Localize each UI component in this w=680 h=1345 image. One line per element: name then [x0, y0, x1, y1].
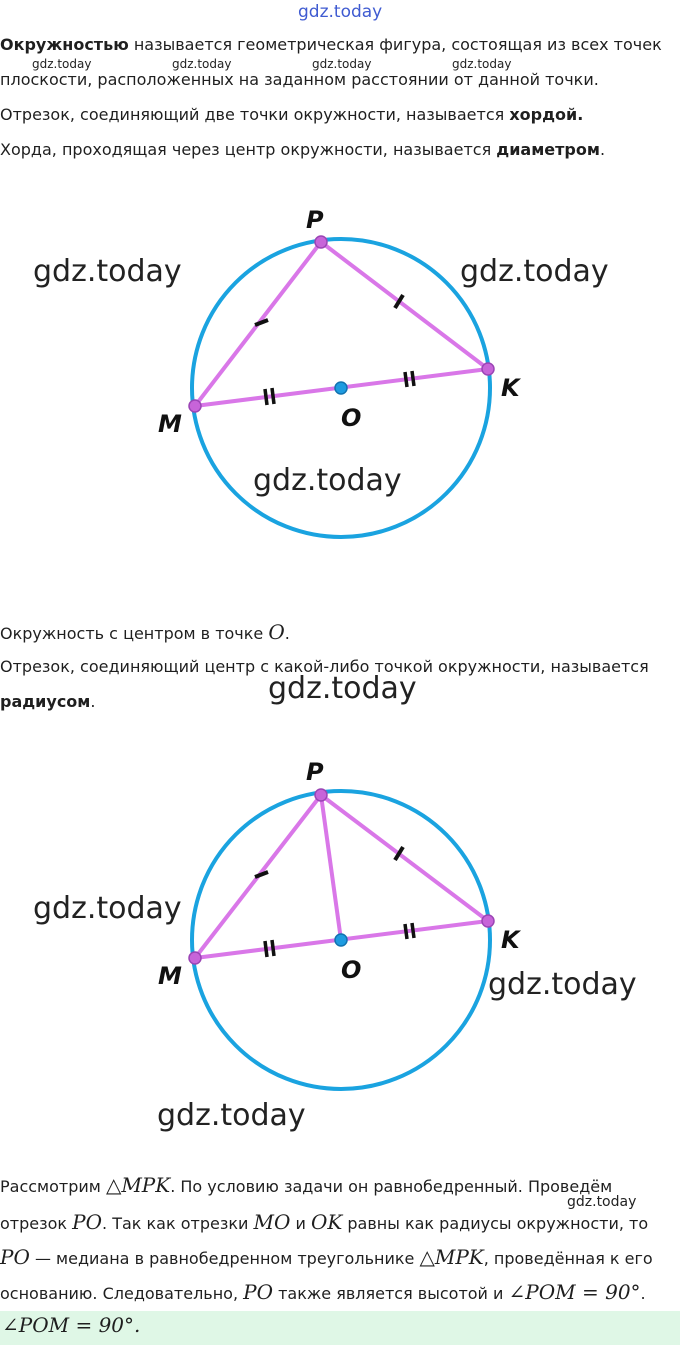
answer-box — [0, 1311, 680, 1345]
label-p: P — [306, 206, 324, 234]
tick-mo-1 — [265, 941, 267, 957]
circle-center-text: Окружность с центром в точке O. — [0, 620, 290, 644]
tick-ok-1 — [405, 372, 407, 387]
definition-circle: Окружностью называется геометрическая фигура, состоящая из всех точек — [0, 35, 662, 54]
label-m: M — [158, 410, 182, 438]
segment-pk — [321, 795, 488, 921]
label-p: P — [306, 758, 324, 786]
solution-line-1: Рассмотрим △MPK. По условию задачи он равнобедренный. Проведём — [0, 1173, 613, 1197]
label-k: K — [501, 926, 520, 954]
watermark-large: gdz.today — [460, 254, 609, 289]
answer-text: ∠POM = 90°. — [2, 1313, 141, 1337]
definition-diameter: Хорда, проходящая через центр окружности, называется диаметром. — [0, 140, 606, 159]
watermark-small: gdz.today — [312, 57, 372, 71]
point-m — [189, 952, 201, 964]
tick-ok-2 — [412, 923, 414, 938]
point-o — [335, 934, 347, 946]
solution-line-2: отрезок PO. Так как отрезки MO и OK равны как радиусы окружности, то — [0, 1210, 649, 1234]
tick-mo-1 — [265, 389, 267, 405]
point-k — [482, 363, 494, 375]
figure-triangle-with-median — [0, 750, 680, 1145]
watermark-large: gdz.today — [268, 671, 417, 706]
watermark-small: gdz.today — [32, 57, 92, 71]
watermark-large: gdz.today — [33, 254, 182, 289]
figure-triangle-in-circle — [0, 180, 680, 560]
point-p — [315, 789, 327, 801]
definition-radius: Отрезок, соединяющий центр с какой-либо точкой окружности, называется — [0, 657, 649, 676]
watermark-large: gdz.today — [157, 1098, 306, 1133]
point-k — [482, 915, 494, 927]
watermark-small: gdz.today — [452, 57, 512, 71]
point-p — [315, 236, 327, 248]
watermark-large: gdz.today — [253, 463, 402, 498]
point-m — [189, 400, 201, 412]
watermark-small: gdz.today — [172, 57, 232, 71]
label-k: K — [501, 374, 520, 402]
label-o: O — [341, 956, 362, 984]
segment-po — [321, 795, 341, 940]
definition-circle-line2: плоскости, расположенных на заданном расстоянии от данной точки. — [0, 70, 599, 89]
solution-line-4: основанию. Следовательно, PO также является высотой и ∠POM = 90°. — [0, 1280, 646, 1304]
label-o: O — [341, 404, 362, 432]
watermark-large: gdz.today — [488, 967, 637, 1002]
definition-chord: Отрезок, соединяющий две точки окружности, называется хордой. — [0, 105, 584, 124]
watermark-small: gdz.today — [567, 1194, 637, 1210]
solution-line-3: PO — медиана в равнобедренном треугольнике △MPK, проведённая к его — [0, 1245, 653, 1269]
tick-mo-2 — [272, 940, 274, 956]
tick-ok-2 — [412, 371, 414, 386]
watermark-large: gdz.today — [33, 891, 182, 926]
tick-mp — [255, 872, 268, 877]
tick-mp — [255, 320, 268, 325]
tick-ok-1 — [405, 924, 407, 939]
watermark-top: gdz.today — [298, 2, 383, 22]
definition-radius-line2: радиусом. — [0, 692, 96, 711]
label-m: M — [158, 962, 182, 990]
point-o — [335, 382, 347, 394]
tick-mo-2 — [272, 388, 274, 404]
